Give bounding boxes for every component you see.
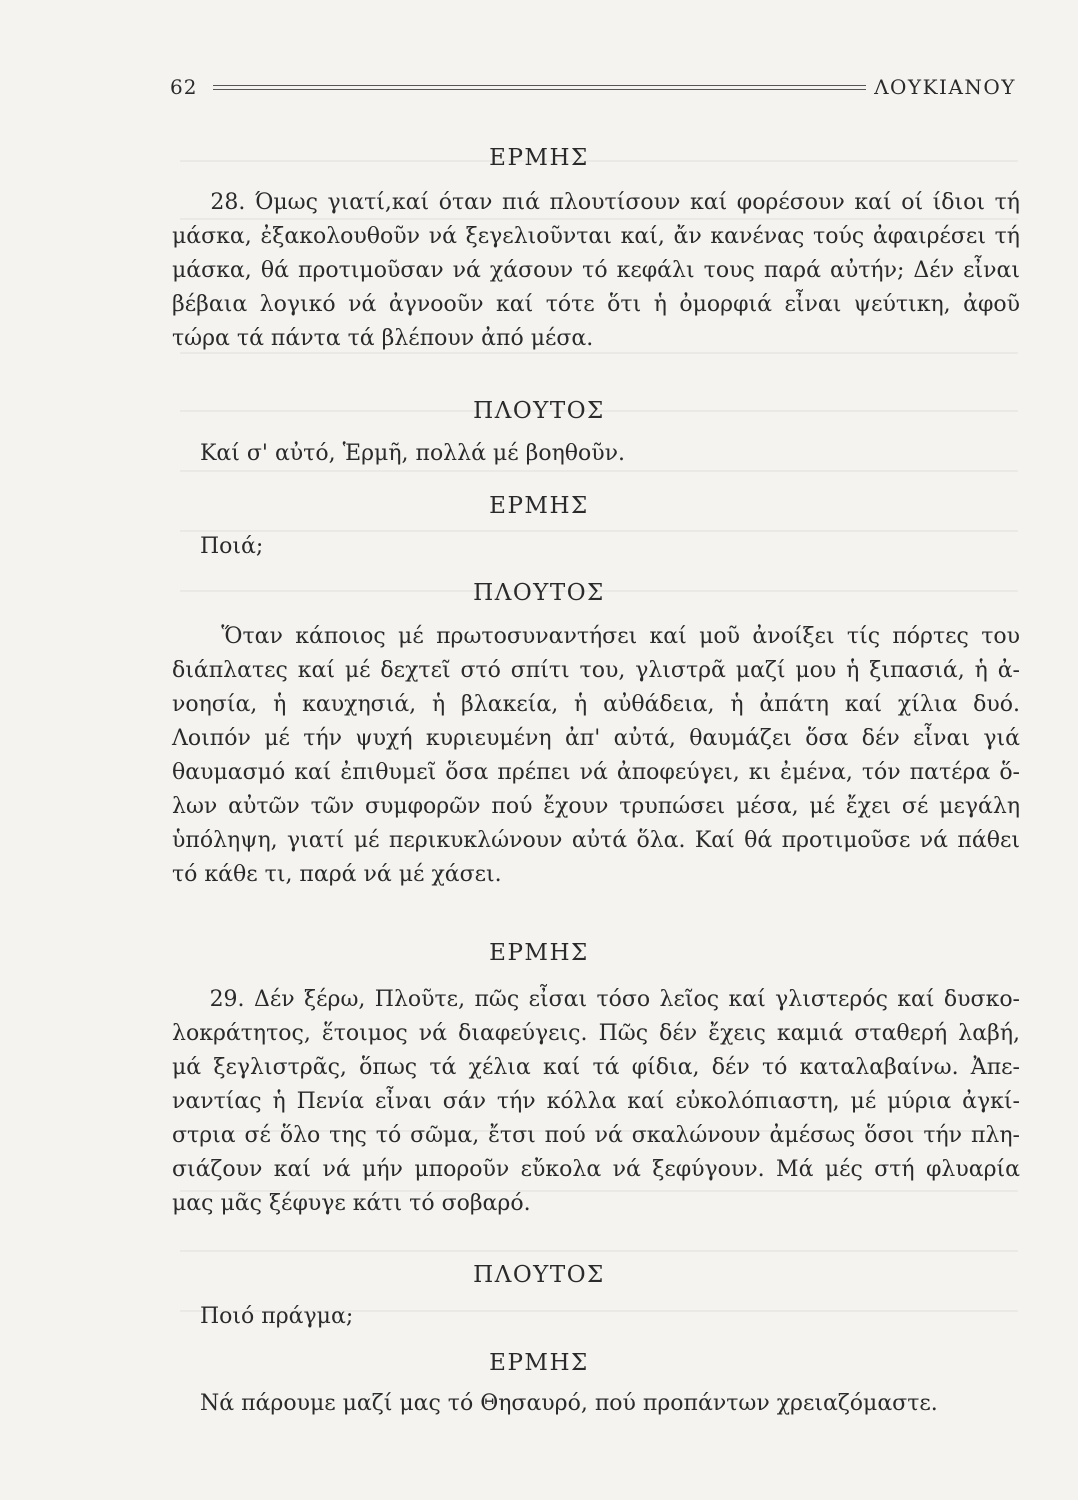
dialogue-paragraph	[172, 437, 1020, 471]
text-line: Νά πάρουμε μαζί μας τό Θησαυρό, πού προπάντων χρειαζόμαστε.	[172, 1391, 938, 1416]
dialogue-paragraph	[172, 983, 1020, 1221]
text-line: θαυμασμό καί ἐπιθυμεῖ ὅσα πρέπει νά ἀποφεύγει, κι ἐμένα, τόν πατέρα ὅ-	[172, 760, 1020, 785]
text-line: Ὅταν κάποιος μέ πρωτοσυναντήσει καί μοῦ ἀνοίξει τίς πόρτες του	[172, 624, 1020, 649]
dialogue-paragraph	[172, 620, 1020, 892]
text-line: Ποιό πράγμα;	[172, 1304, 354, 1329]
text-line: λων αὐτῶν τῶν συμφορῶν πού ἔχουν τρυπώσει μέσα, μέ ἔχει σέ μεγάλη	[172, 794, 1020, 819]
text-line: 29. Δέν ξέρω, Πλοῦτε, πῶς εἶσαι τόσο λεῖος καί γλιστερός καί δυσκο-	[172, 987, 1020, 1012]
speaker-name: ΕΡΜΗΣ	[489, 940, 589, 966]
text-line: 28. Όμως γιατί,καί όταν πιά πλουτίσουν καί φορέσουν καί οί ίδιοι τή	[172, 190, 1020, 215]
page-number: 62	[170, 75, 198, 99]
speaker-name: ΕΡΜΗΣ	[489, 493, 589, 519]
dialogue-paragraph	[172, 186, 1020, 356]
dialogue-paragraph	[172, 1387, 1020, 1421]
text-line: μάσκα, θά προτιμοῦσαν νά χάσουν τό κεφάλι τους παρά αὐτήν; Δέν εἶναι	[172, 258, 1020, 283]
speaker-name: ΠΛΟΥΤΟΣ	[473, 398, 605, 424]
text-line: μας μᾶς ξέφυγε κάτι τό σοβαρό.	[172, 1191, 531, 1216]
dialogue-paragraph	[172, 530, 1020, 564]
speaker-name: ΠΛΟΥΤΟΣ	[473, 1262, 605, 1288]
page-header	[170, 70, 1016, 104]
speaker-name: ΕΡΜΗΣ	[489, 1350, 589, 1376]
text-line: ὑπόληψη, γιατί μέ περικυκλώνουν αὐτά ὅλα. Καί θά προτιμοῦσε νά πάθει	[172, 828, 1020, 853]
text-line: τώρα τά πάντα τά βλέπουν ἀπό μέσα.	[172, 326, 594, 351]
speaker-name: ΕΡΜΗΣ	[489, 145, 589, 171]
text-line: ναντίας ἡ Πενία εἶναι σάν τήν κόλλα καί εὐκολόπιαστη, μέ μύρια ἀγκί-	[172, 1089, 1020, 1114]
text-line: Λοιπόν μέ τήν ψυχή κυριευμένη ἀπ' αὐτά, θαυμάζει ὅσα δέν εἶναι γιά	[172, 726, 1020, 751]
text-line: μά ξεγλιστρᾶς, ὅπως τά χέλια καί τά φίδια, δέν τό καταλαβαίνω. Ἀπε-	[172, 1055, 1020, 1080]
running-head: ΛΟΥΚΙΑΝΟΥ	[874, 75, 1016, 99]
text-line: λοκράτητος, ἕτοιμος νά διαφεύγεις. Πῶς δέν ἔχεις καμιά σταθερή λαβή,	[172, 1021, 1020, 1046]
text-line: στρια σέ ὅλο της τό σῶμα, ἔτσι πού νά σκαλώνουν ἀμέσως ὅσοι τήν πλη-	[172, 1123, 1020, 1148]
text-line: βέβαια λογικό νά ἀγνοοῦν καί τότε ὅτι ἡ ὀμορφιά εἶναι ψεύτικη, ἀφοῦ	[172, 292, 1020, 317]
text-line: νοησία, ἡ καυχησιά, ἡ βλακεία, ἡ αὐθάδεια, ἡ ἀπάτη καί χίλια δυό.	[172, 692, 1020, 717]
text-line: μάσκα, ἐξακολουθοῦν νά ξεγελιοῦνται καί, ἄν κανένας τούς ἀφαιρέσει τή	[172, 224, 1020, 249]
speaker-name: ΠΛΟΥΤΟΣ	[473, 580, 605, 606]
dialogue-paragraph	[172, 1300, 1020, 1334]
text-line: τό κάθε τι, παρά νά μέ χάσει.	[172, 862, 502, 887]
text-line: διάπλατες καί μέ δεχτεῖ στό σπίτι του, γλιστρᾶ μαζί μου ἡ ξιπασιά, ἡ ἀ-	[172, 658, 1020, 683]
text-line: Ποιά;	[172, 534, 264, 559]
text-line: Καί σ' αὐτό, Ἑρμῆ, πολλά μέ βοηθοῦν.	[172, 441, 625, 466]
header-rule	[213, 85, 866, 90]
text-line: σιάζουν καί νά μήν μποροῦν εὔκολα νά ξεφύγουν. Μά μές στή φλυαρία	[172, 1157, 1020, 1182]
